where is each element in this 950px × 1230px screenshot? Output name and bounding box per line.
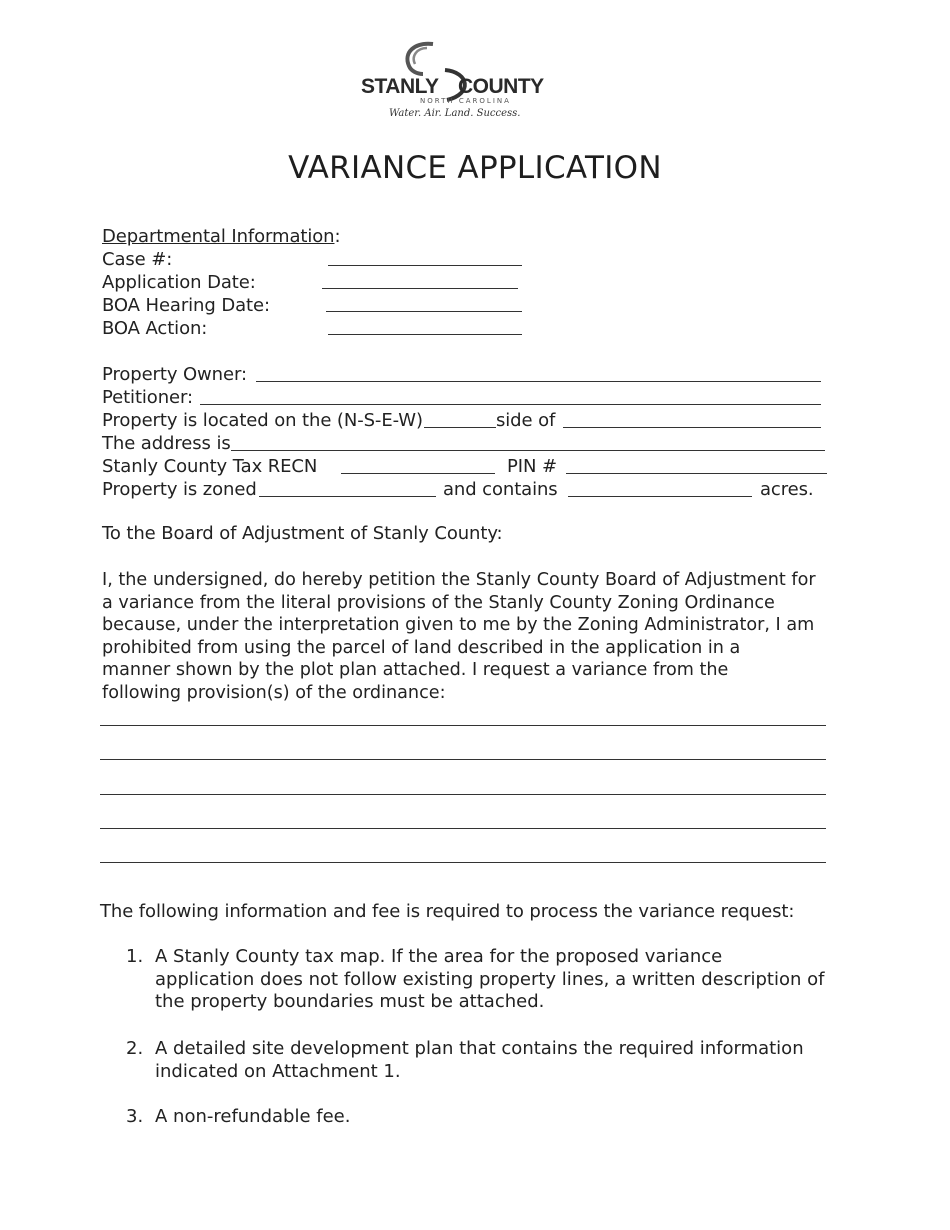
direction-line[interactable] (424, 427, 496, 428)
side-of-line[interactable] (563, 427, 821, 428)
requirement-line: A detailed site development plan that contains the required information (155, 1038, 804, 1059)
requirement-line: the property boundaries must be attached. (155, 991, 545, 1012)
petitioner-line[interactable] (200, 404, 821, 405)
departmental-heading (102, 226, 340, 248)
contains-label: and contains (443, 479, 558, 500)
page-title: VARIANCE APPLICATION (288, 150, 662, 186)
provision-line[interactable] (100, 828, 826, 829)
petition-line: a variance from the literal provisions of the Stanly County Zoning Ordinance (102, 592, 775, 613)
requirement-text (155, 946, 824, 1014)
zoned-label: Property is zoned (102, 479, 257, 500)
pin-line[interactable] (566, 473, 827, 474)
requirement-number: 2. (126, 1038, 144, 1059)
address-label: The address is (102, 433, 231, 454)
logo-tagline: Water. Air. Land. Success. (389, 108, 521, 119)
requirement-line: A non-refundable fee. (155, 1106, 351, 1127)
petition-line: I, the undersigned, do hereby petition the Stanly County Board of Adjustment for (102, 570, 816, 590)
acres-label: acres. (760, 479, 814, 500)
zoned-line[interactable] (259, 496, 436, 497)
boa-hearing-date-line[interactable] (326, 311, 522, 312)
boa-action-label: BOA Action: (102, 318, 208, 339)
provision-line[interactable] (100, 759, 826, 760)
requirement-number: 3. (126, 1106, 144, 1127)
requirement-line: A Stanly County tax map. If the area for the proposed variance (155, 946, 723, 967)
pin-label: PIN # (507, 456, 557, 477)
swirl-logo-icon (395, 40, 439, 80)
property-owner-line[interactable] (256, 381, 821, 382)
application-date-line[interactable] (322, 288, 518, 289)
requirement-line: application does not follow existing property lines, a written description of (155, 968, 825, 990)
petition-line: manner shown by the plot plan attached. I request a variance from the (102, 660, 729, 680)
application-date-label: Application Date: (102, 272, 256, 293)
petition-paragraph (102, 569, 816, 704)
case-number-line[interactable] (328, 265, 522, 266)
stanly-county-logo (355, 38, 555, 124)
tax-recn-line[interactable] (341, 473, 495, 474)
provision-line[interactable] (100, 794, 826, 795)
requirements-intro: The following information and fee is required to process the variance request: (100, 901, 795, 922)
requirement-line: indicated on Attachment 1. (155, 1060, 401, 1082)
tax-recn-label: Stanly County Tax RECN (102, 456, 318, 477)
logo-word-stanly: STANLY (361, 75, 439, 98)
case-number-label: Case #: (102, 249, 173, 270)
requirement-text (155, 1038, 804, 1083)
property-owner-label: Property Owner: (102, 364, 247, 385)
requirement-number: 1. (126, 946, 144, 967)
side-of-label: side of (496, 410, 556, 431)
departmental-heading-colon: : (334, 226, 341, 247)
petitioner-label: Petitioner: (102, 387, 193, 408)
requirement-text (155, 1106, 350, 1129)
acres-line[interactable] (568, 496, 752, 497)
provision-line[interactable] (100, 725, 826, 726)
located-label: Property is located on the (N-S-E-W) (102, 410, 423, 431)
logo-state: NORTH CAROLINA (420, 97, 511, 105)
boa-action-line[interactable] (328, 334, 522, 335)
departmental-heading-text: Departmental Information (102, 226, 335, 247)
address-line[interactable] (231, 450, 825, 451)
provision-line[interactable] (100, 862, 826, 863)
boa-hearing-date-label: BOA Hearing Date: (102, 295, 270, 316)
petition-line: because, under the interpretation given to me by the Zoning Administrator, I am (102, 615, 815, 635)
logo-word-county: COUNTY (458, 75, 544, 98)
salutation: To the Board of Adjustment of Stanly County: (102, 523, 503, 544)
petition-line: prohibited from using the parcel of land described in the application in a (102, 637, 741, 658)
petition-line: following provision(s) of the ordinance: (102, 682, 446, 703)
